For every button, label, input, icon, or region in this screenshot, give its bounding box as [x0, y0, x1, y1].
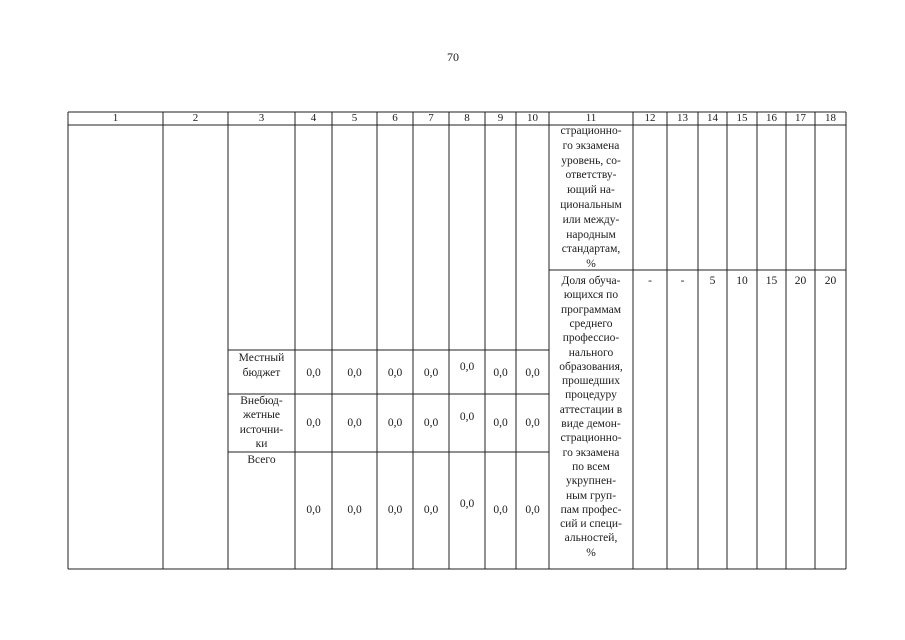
indicator-text-line: го экзамена: [562, 446, 620, 459]
header-cell-17: 17: [795, 112, 806, 124]
funding-value-col-10: 0,0: [525, 504, 540, 516]
funding-value-col-6: 0,0: [387, 417, 403, 429]
indicator-text-line: пам профес-: [560, 503, 622, 516]
header-cell-2: 2: [192, 112, 199, 124]
funding-source-label: Внебюд-: [240, 395, 283, 407]
indicator-text-line: стандартам,: [561, 243, 621, 256]
funding-value-col-10: 0,0: [525, 417, 540, 429]
indicator-value-col-17: 20: [794, 275, 807, 287]
indicator-text-line: образования,: [559, 360, 623, 373]
funding-value-col-9: 0,0: [493, 417, 508, 429]
header-cell-6: 6: [392, 112, 398, 124]
header-cell-13: 13: [677, 112, 688, 124]
funding-value-col-5: 0,0: [347, 417, 362, 429]
funding-value-col-4: 0,0: [306, 504, 321, 516]
funding-value-col-6: 0,0: [387, 504, 403, 516]
indicator-text-line: народным: [566, 228, 616, 241]
header-cell-12: 12: [644, 112, 656, 124]
header-cell-1: 1: [112, 112, 119, 124]
indicator-text-line: уровень, со-: [561, 154, 621, 167]
header-cell-5: 5: [351, 112, 358, 124]
indicator-text-line: программам: [560, 303, 622, 316]
indicator-text-line: прошедших: [561, 375, 621, 388]
funding-value-col-6: 0,0: [387, 367, 403, 379]
indicator-text-line: %: [586, 258, 596, 271]
funding-value-col-9: 0,0: [493, 504, 508, 516]
indicator-text-line: альностей,: [564, 532, 618, 545]
header-cell-14: 14: [707, 112, 718, 124]
indicator-text-line: среднего: [569, 317, 613, 330]
indicator-text-line: Доля обуча-: [561, 275, 621, 287]
indicator-text-line: по всем: [572, 460, 610, 473]
indicator-value-col-14: 5: [709, 275, 716, 287]
indicator-value-col-18: 20: [824, 275, 837, 287]
indicator-text-line: нального: [568, 346, 614, 359]
funding-value-col-7: 0,0: [423, 417, 439, 429]
indicator-text-line: процедуру: [565, 389, 617, 402]
indicator-value-col-15: 10: [736, 275, 748, 287]
funding-source-label: жетные: [243, 409, 280, 422]
indicator-text-line: аттестации в: [559, 403, 623, 416]
header-cell-15: 15: [736, 112, 748, 124]
indicator-value-col-16: 15: [765, 275, 778, 287]
funding-source-label: Всего: [247, 454, 276, 466]
funding-value-col-8: 0,0: [459, 411, 475, 423]
header-cell-16: 16: [766, 112, 777, 124]
funding-value-col-4: 0,0: [306, 367, 321, 379]
funding-value-col-10: 0,0: [525, 367, 540, 379]
header-cell-10: 10: [527, 112, 538, 124]
funding-value-col-8: 0,0: [459, 361, 475, 373]
funding-value-col-8: 0,0: [459, 498, 475, 510]
indicator-text-line: ющий на-: [567, 184, 615, 197]
indicator-value-col-12: -: [648, 275, 652, 287]
indicator-text-line: го экзамена: [562, 139, 620, 152]
indicator-text-line: ответству-: [565, 169, 617, 182]
indicator-text-line: страционно-: [560, 125, 622, 137]
indicator-text-line: укрупнен-: [565, 475, 617, 488]
header-cell-18: 18: [825, 112, 836, 124]
funding-source-label: бюджет: [242, 367, 281, 379]
indicator-text-line: циональным: [560, 199, 622, 211]
header-cell-11: 11: [585, 112, 597, 124]
indicator-text-line: сий и специ-: [560, 518, 622, 531]
header-cell-7: 7: [428, 112, 434, 124]
funding-value-col-4: 0,0: [306, 417, 321, 429]
header-cell-8: 8: [464, 112, 470, 124]
header-cell-4: 4: [310, 112, 317, 124]
indicator-text-line: ющихся по: [563, 289, 619, 302]
indicator-text-line: или между-: [562, 213, 620, 226]
funding-source-label: Местный: [238, 352, 285, 364]
funding-value-col-7: 0,0: [423, 367, 439, 379]
indicator-text-line: профессио-: [562, 332, 620, 345]
funding-value-col-9: 0,0: [493, 367, 508, 379]
indicator-value-col-13: -: [680, 275, 685, 287]
indicator-text-line: %: [586, 546, 596, 559]
page-number: 70: [447, 50, 459, 64]
indicator-text-line: ным груп-: [565, 489, 617, 502]
funding-source-label: источни-: [239, 423, 284, 436]
indicator-text-line: страционно-: [560, 432, 622, 445]
funding-value-col-7: 0,0: [423, 504, 439, 516]
funding-value-col-5: 0,0: [347, 504, 362, 516]
header-cell-3: 3: [258, 112, 265, 124]
funding-value-col-5: 0,0: [347, 367, 362, 379]
header-cell-9: 9: [497, 112, 504, 124]
indicator-text-line: виде демон-: [561, 418, 621, 430]
funding-source-label: ки: [255, 438, 268, 451]
